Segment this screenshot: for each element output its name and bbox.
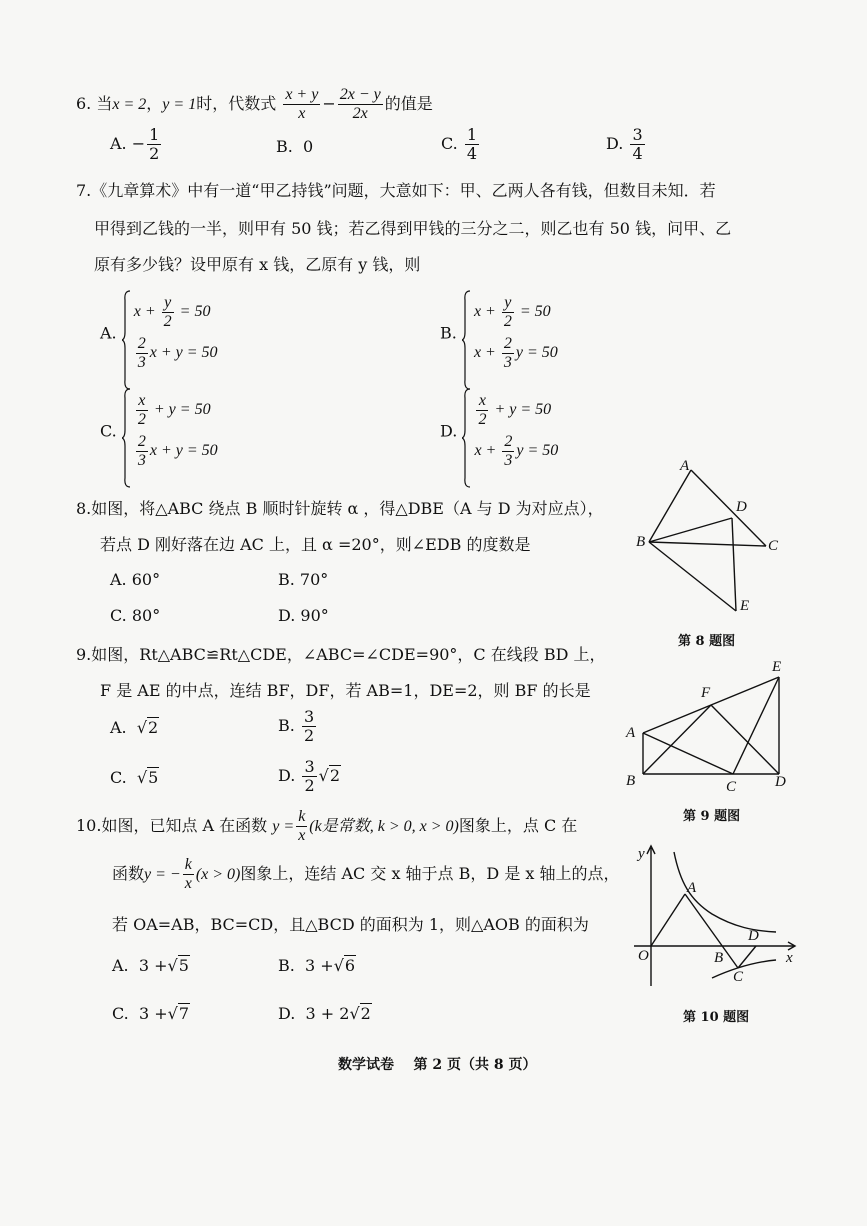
q6-number: 6. [76, 94, 92, 113]
q10-seg-oa [651, 894, 685, 946]
q10-label-b: B [714, 950, 724, 966]
q9-seg-ce [733, 677, 779, 774]
footer [338, 1054, 536, 1074]
q7-option-b[interactable]: B. x + $\frac{y}{2}$ = 50 x + $\frac{2}{3}$ y = 50 [440, 290, 558, 376]
q9-label-d: D [775, 774, 786, 790]
q8-line-1: 8.如图，将△ABC 绕点 B 顺时针旋转 α ，得△DBE（A 与 D 为对应点）， [76, 499, 604, 518]
q8-option-c[interactable]: C. 80° [110, 606, 161, 625]
q9-label-b: B [626, 773, 636, 789]
q10-label-c: C [733, 969, 744, 985]
q9-seg-bf [643, 705, 711, 774]
q9-option-b[interactable]: B. $\frac{3}{2}$ [278, 707, 315, 745]
q9-option-a[interactable]: A. √2 [110, 718, 159, 737]
q10-option-b[interactable]: B. 3 +√6 [278, 956, 356, 975]
q8-label-e: E [740, 598, 750, 614]
q6-fraction-2: $\frac{2x - y}{2x}$ [339, 86, 381, 122]
q10-option-c[interactable]: C. 3 +√7 [112, 1004, 189, 1023]
q10-line-1: 10.如图，已知点 A 在函数 y = $\frac{k}{x}$ (k是常数, k > 0, x > 0)图象上，点 C 在 [76, 808, 578, 844]
q7-line-3: 原有多少钱？设甲原有 x 钱，乙原有 y 钱，则 [94, 255, 421, 274]
q10-option-d[interactable]: D. 3 + 2√2 [278, 1004, 371, 1023]
q9-line-2: F 是 AE 的中点，连结 BF，DF，若 AB=1，DE=2，则 BF 的长是 [100, 681, 591, 700]
q9-line-1: 9.如图，Rt△ABC≌Rt△CDE，∠ABC=∠CDE=90°，C 在线段 BD 上， [76, 645, 606, 664]
q6-stem: 6. 当x = 2，y = 1时，代数式 $\frac{x + y}{x}$ − $\frac{2x - y}{2x}$ 的值是 [76, 86, 433, 122]
q7-option-d[interactable]: D. $\frac{x}{2}$ + y = 50 x + $\frac{2}{3}$ y = 50 [440, 388, 558, 474]
q6-minus: − [322, 94, 336, 113]
q7-option-c[interactable]: C. $\frac{x}{2}$ + y = 50 $\frac{2}{3}$ x + y = 50 [100, 388, 218, 474]
q7-option-a[interactable]: A. x + $\frac{y}{2}$ = 50 $\frac{2}{3}$ x + y = 50 [100, 290, 218, 376]
q8-figure [630, 455, 790, 620]
q7-line-1: 7.《九章算术》中有一道“甲乙持钱”问题，大意如下：甲、乙两人各有钱，但数目未知．若 [76, 181, 716, 200]
q8-seg-bc [649, 542, 766, 546]
footer-subject: 数学试卷 [338, 1057, 394, 1073]
q6-x-value: x = 2 [112, 96, 147, 113]
q9-label-f: F [701, 685, 711, 701]
q10-option-a[interactable]: A. 3 +√5 [112, 956, 189, 975]
q8-option-b[interactable]: B. 70° [278, 570, 329, 589]
q8-label-b: B [636, 534, 646, 550]
q8-seg-ac [691, 470, 766, 546]
footer-page: 第 2 页（共 8 页） [413, 1057, 537, 1073]
q9-label-e: E [772, 659, 782, 675]
q10-figure [628, 840, 803, 995]
q9-option-c[interactable]: C. √5 [110, 768, 159, 787]
q7-line-2: 甲得到乙钱的一半，则甲有 50 钱；若乙得到甲钱的三分之二，则乙也有 50 钱，问甲、乙 [94, 219, 732, 238]
q6-fraction-1: $\frac{x + y}{x}$ [285, 86, 319, 122]
q8-caption: 第 8 题图 [678, 634, 736, 649]
q10-caption: 第 10 题图 [683, 1010, 750, 1025]
q8-seg-de [732, 518, 736, 611]
q9-seg-df [711, 705, 779, 774]
q10-line-3: 若 OA=AB，BC=CD，且△BCD 的面积为 1，则△AOB 的面积为 [112, 915, 589, 934]
q8-line-2: 若点 D 刚好落在边 AC 上，且 α =20°，则∠EDB 的度数是 [100, 535, 531, 554]
q9-label-c: C [726, 779, 737, 795]
q9-option-d[interactable]: D. $\frac{3}{2}$ √2 [278, 757, 341, 795]
q8-label-c: C [768, 538, 779, 554]
q6-text-b: 时，代数式 [196, 94, 277, 113]
q8-label-a: A [680, 458, 690, 474]
q6-option-d[interactable]: D. $\frac{3}{4}$ [606, 125, 643, 163]
q8-option-d[interactable]: D. 90° [278, 606, 329, 625]
q6-option-b[interactable]: B. 0 [276, 137, 314, 156]
q6-y-value: y = 1 [162, 96, 197, 113]
q6-text-c: 的值是 [384, 94, 433, 113]
q9-seg-ac [643, 733, 733, 774]
q10-seg-ac [685, 894, 738, 968]
q8-seg-be [649, 542, 736, 611]
q10-label-x: x [786, 950, 793, 966]
q9-caption: 第 9 题图 [683, 809, 741, 824]
q8-label-d: D [736, 499, 747, 515]
q6-text-a: 当 [96, 94, 113, 113]
q10-label-d: D [748, 928, 759, 944]
q10-label-y: y [638, 846, 645, 862]
q10-label-o: O [638, 948, 649, 964]
q10-label-a: A [687, 880, 697, 896]
q10-line-2: 函数y = − $\frac{k}{x}$ (x > 0)图象上，连结 AC 交 x 轴于点 B，D 是 x 轴上的点， [112, 856, 620, 892]
q9-figure [620, 655, 800, 795]
q9-label-a: A [626, 725, 636, 741]
q6-option-a[interactable]: A. − $\frac{1}{2}$ [110, 125, 160, 163]
q8-option-a[interactable]: A. 60° [110, 570, 161, 589]
q6-option-c[interactable]: C. $\frac{1}{4}$ [441, 125, 478, 163]
